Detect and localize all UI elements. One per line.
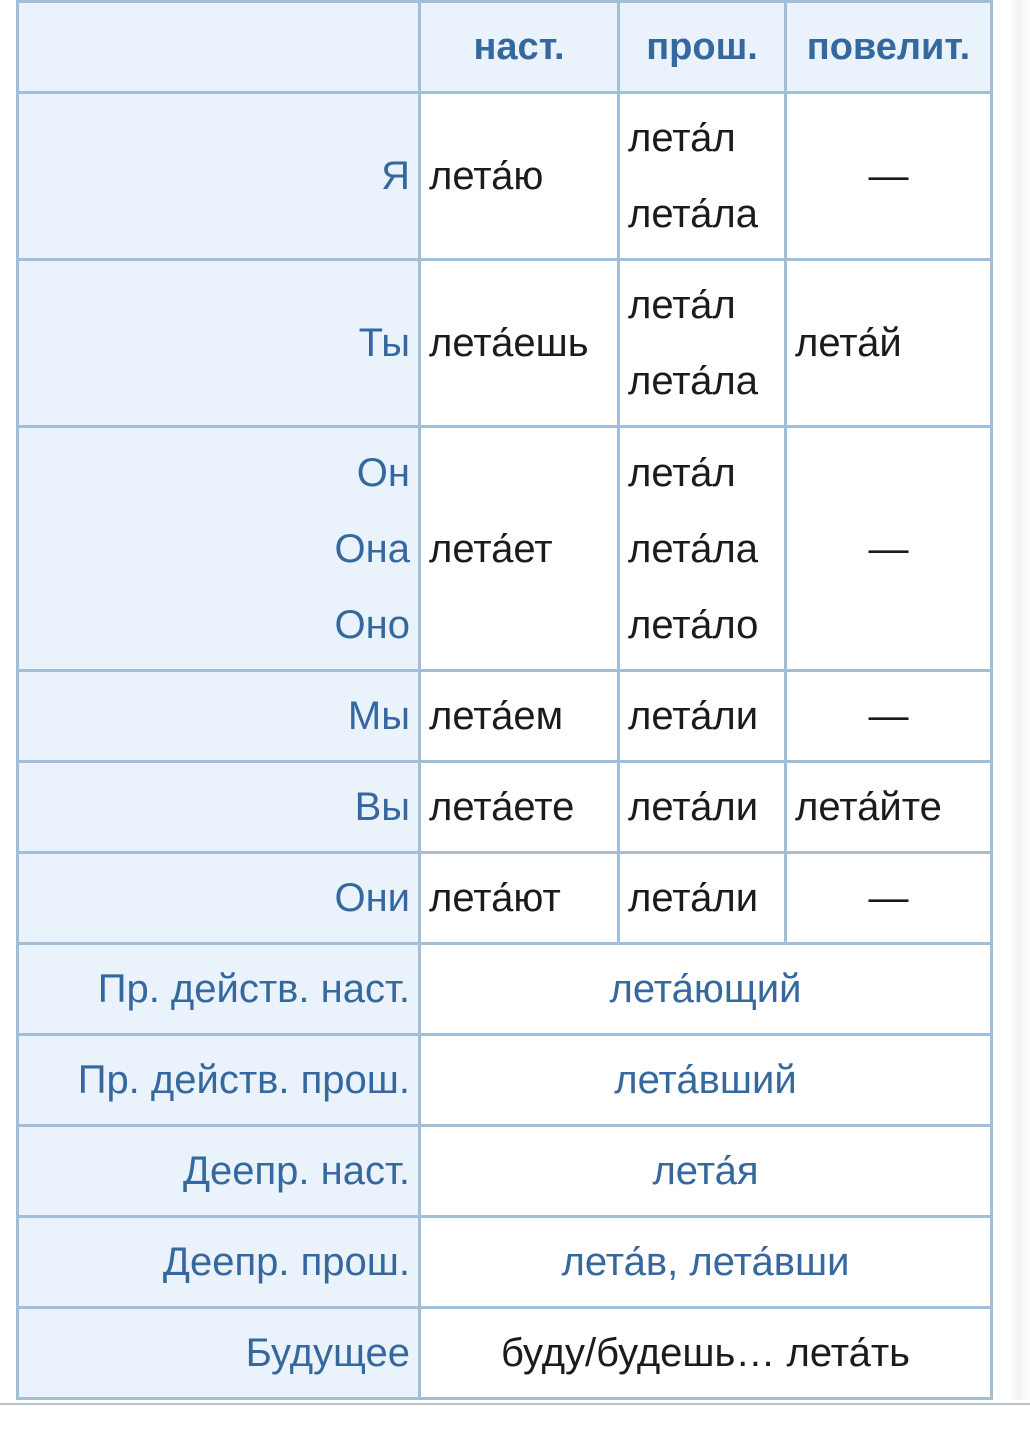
past-form: лета́л [628, 450, 736, 495]
bottom-divider [0, 1403, 1030, 1405]
imperative-oni: — [786, 853, 992, 944]
past-form: лета́л [628, 116, 736, 160]
past-form-my: лета́ли [619, 671, 786, 762]
present-form-on: лета́ет [420, 427, 619, 671]
header-row [18, 2, 992, 93]
header-past: прош. [619, 2, 786, 93]
present-form-my: лета́ем [420, 671, 619, 762]
participle-label: Пр. действ. прош. [18, 1035, 420, 1126]
pronoun-label: Вы [354, 785, 410, 829]
pronoun-my [18, 671, 420, 762]
imperative-ty: лета́й [786, 260, 992, 427]
present-form-ty: лета́ешь [420, 260, 619, 427]
participle-value: лета́я [420, 1126, 992, 1217]
imperative-my: — [786, 671, 992, 762]
row-my [18, 671, 992, 762]
row-gerund-past [18, 1217, 992, 1308]
row-on-ona-ono [18, 427, 992, 671]
present-form-oni: лета́ют [420, 853, 619, 944]
present-form-vy: лета́ете [420, 762, 619, 853]
imperative-on: — [786, 427, 992, 671]
pronoun-label: Оно [334, 602, 410, 647]
past-forms-ty [619, 260, 786, 427]
participle-label: Деепр. прош. [18, 1217, 420, 1308]
pronoun-ty [18, 260, 420, 427]
past-form-oni: лета́ли [619, 853, 786, 944]
participle-value: лета́вший [420, 1035, 992, 1126]
pronoun-vy [18, 762, 420, 853]
header-imperative: повелит. [786, 2, 992, 93]
participle-label: Деепр. наст. [18, 1126, 420, 1217]
past-form-vy: лета́ли [619, 762, 786, 853]
participle-value: лета́в, лета́вши [420, 1217, 992, 1308]
pronoun-label: Они [334, 876, 410, 920]
pronoun-label: Ты [358, 321, 410, 365]
row-ya [18, 93, 992, 260]
participle-label: Пр. действ. наст. [18, 944, 420, 1035]
pronoun-label: Я [381, 154, 410, 198]
row-ty [18, 260, 992, 427]
scroll-edge-shadow [1010, 0, 1030, 1400]
imperative-ya: — [786, 93, 992, 260]
imperative-vy: лета́йте [786, 762, 992, 853]
past-forms-ya [619, 93, 786, 260]
pronoun-on-ona-ono [18, 427, 420, 671]
past-form: лета́ла [628, 359, 758, 403]
row-future [18, 1308, 992, 1399]
header-corner [18, 2, 420, 93]
row-oni [18, 853, 992, 944]
pronoun-oni [18, 853, 420, 944]
conjugation-table [16, 0, 993, 1400]
present-form-ya: лета́ю [420, 93, 619, 260]
future-value: буду/будешь… лета́ть [420, 1308, 992, 1399]
future-label: Будущее [18, 1308, 420, 1399]
row-participle-active-present [18, 944, 992, 1035]
past-form: лета́ла [628, 526, 758, 571]
pronoun-label: Он [356, 450, 410, 495]
header-present: наст. [420, 2, 619, 93]
past-form: лета́л [628, 283, 736, 327]
participle-value: лета́ющий [420, 944, 992, 1035]
past-forms-on [619, 427, 786, 671]
row-participle-active-past [18, 1035, 992, 1126]
pronoun-label: Мы [347, 694, 410, 738]
past-form: лета́ла [628, 192, 758, 236]
row-vy [18, 762, 992, 853]
row-gerund-present [18, 1126, 992, 1217]
pronoun-ya [18, 93, 420, 260]
pronoun-label: Она [334, 526, 410, 571]
past-form: лета́ло [628, 602, 759, 647]
